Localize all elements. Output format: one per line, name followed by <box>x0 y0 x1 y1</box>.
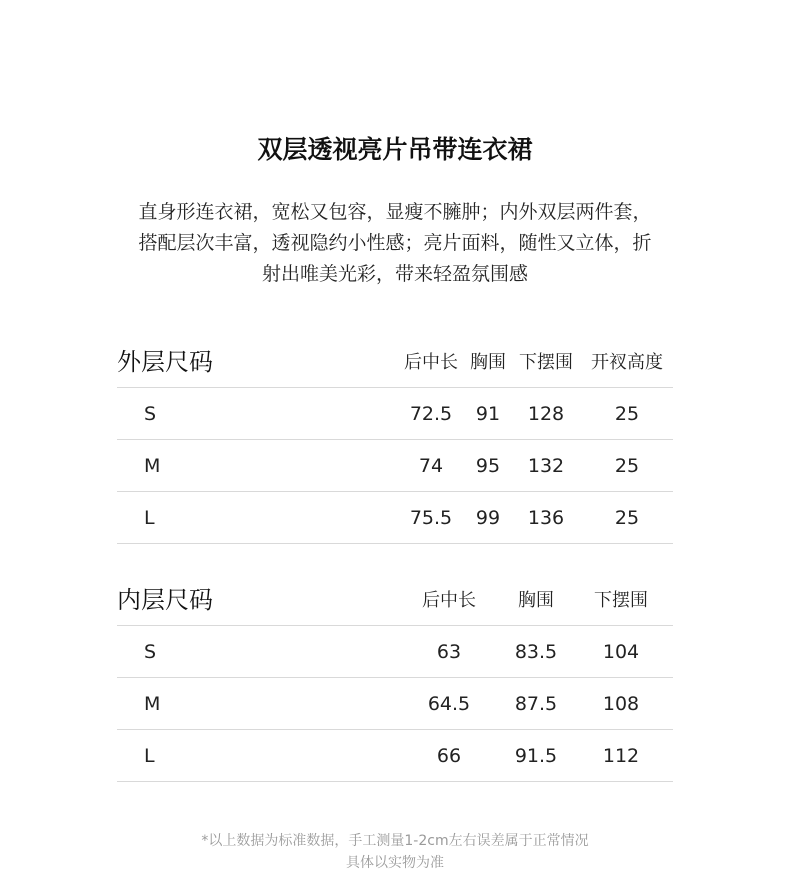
column-header-bust: 胸围 <box>470 352 506 373</box>
size-label: S <box>144 641 157 663</box>
page-title: 双层透视亮片吊带连衣裙 <box>257 135 533 164</box>
table-cell: 108 <box>602 693 640 715</box>
measurement-note: 具体以实物为准 <box>346 855 444 871</box>
description-line: 射出唯美光彩，带来轻盈氛围感 <box>261 263 528 285</box>
table-cell: 72.5 <box>409 403 453 425</box>
column-header-bust: 胸围 <box>518 590 554 611</box>
table-cell: 25 <box>614 403 640 425</box>
table-cell: 136 <box>527 507 565 529</box>
column-header-hem: 下摆围 <box>519 352 573 373</box>
outer-size-table <box>117 340 673 544</box>
table-header <box>117 340 673 388</box>
table-cell: 66 <box>436 745 462 767</box>
table-cell: 87.5 <box>514 693 558 715</box>
table-row <box>117 730 673 782</box>
description-line: 搭配层次丰富，透视隐约小性感；亮片面料，随性又立体，折 <box>138 232 652 254</box>
size-label: M <box>144 455 161 477</box>
size-label: S <box>144 403 157 425</box>
table-cell: 91 <box>475 403 501 425</box>
size-label: L <box>144 745 155 767</box>
column-header-hem: 下摆围 <box>594 590 648 611</box>
table-row <box>117 440 673 492</box>
table-cell: 83.5 <box>514 641 558 663</box>
table-cell: 112 <box>602 745 640 767</box>
table-title: 外层尺码 <box>117 348 213 376</box>
table-cell: 91.5 <box>514 745 558 767</box>
table-cell: 74 <box>418 455 444 477</box>
table-cell: 128 <box>527 403 565 425</box>
inner-size-table <box>117 578 673 782</box>
table-row <box>117 678 673 730</box>
table-header <box>117 578 673 626</box>
column-header-slit-height: 开衩高度 <box>591 352 663 373</box>
measurement-note: *以上数据为标准数据，手工测量1-2cm左右误差属于正常情况 <box>201 833 589 849</box>
table-cell: 99 <box>475 507 501 529</box>
column-header-back-length: 后中长 <box>404 352 458 373</box>
table-row <box>117 388 673 440</box>
table-cell: 132 <box>527 455 565 477</box>
table-cell: 95 <box>475 455 501 477</box>
table-cell: 25 <box>614 507 640 529</box>
table-cell: 63 <box>436 641 462 663</box>
table-cell: 104 <box>602 641 640 663</box>
size-label: M <box>144 693 161 715</box>
size-label: L <box>144 507 155 529</box>
table-cell: 25 <box>614 455 640 477</box>
table-row <box>117 492 673 544</box>
table-row <box>117 626 673 678</box>
table-cell: 64.5 <box>427 693 471 715</box>
column-header-back-length: 后中长 <box>422 590 476 611</box>
table-title: 内层尺码 <box>117 586 213 614</box>
table-cell: 75.5 <box>409 507 453 529</box>
description-line: 直身形连衣裙，宽松又包容，显瘦不臃肿；内外双层两件套， <box>138 201 652 223</box>
product-description <box>100 197 690 290</box>
